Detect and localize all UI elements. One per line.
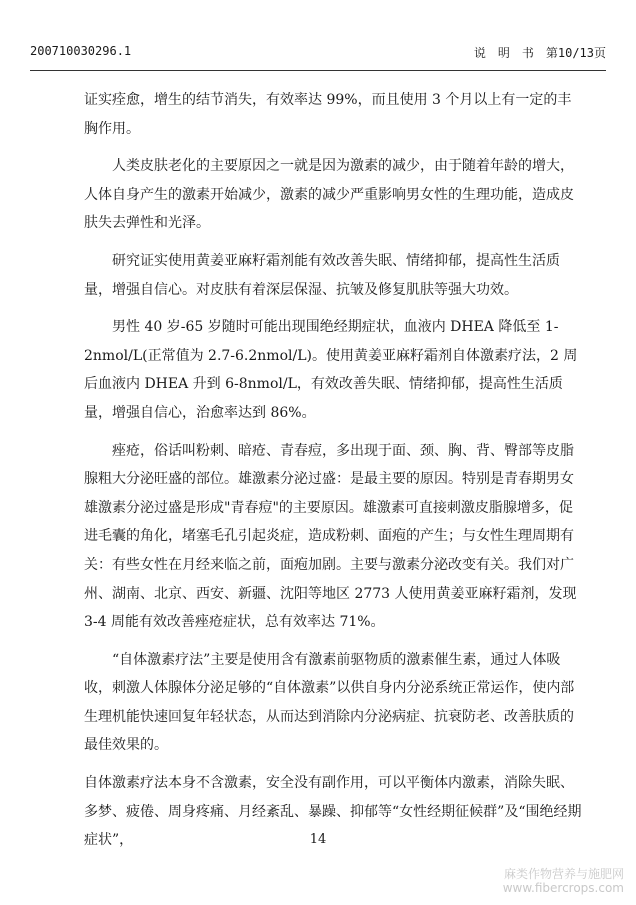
paragraph-6: “自体激素疗法”主要是使用含有激素前驱物质的激素催生素，通过人体吸收，刺激人体腺体分泌足够的“自体激素”以供自身内分泌系统正常运作，使内部生理机能快速回复年轻状态，从而达到消除内分泌病症、抗衰防老、改善肤质的最佳效果的。: [84, 651, 575, 754]
watermark-url: www.fibercrops.com: [502, 881, 624, 895]
paragraph-4: 男性 40 岁-65 岁随时可能出现围绝经期症状，血液内 DHEA 降低至 1-2nmol/L(正常值为 2.7-6.2nmol/L)。使用黄姜亚麻籽霜剂自体激素疗法，2 周后血液内 DHEA 升到 6-8nmol/L，有效改善失眠、情绪抑郁，提高性生活质量，增强自信心，治愈率达到 86%。: [84, 319, 578, 421]
document-body: [84, 86, 584, 864]
header-divider: [30, 70, 606, 71]
page-info: 说 明 书 第10/13页: [473, 46, 606, 60]
paragraph-7: 自体激素疗法本身不含激素，安全没有副作用，可以平衡体内激素，消除失眠、多梦、疲倦、周身疼痛、月经紊乱、暴躁、抑郁等“女性经期征候群”及“围绝经期症状”，: [84, 775, 582, 849]
paragraph-2: 人类皮肤老化的主要原因之一就是因为激素的减少，由于随着年龄的增大，人体自身产生的激素开始减少，激素的减少严重影响男女性的生理功能，造成皮肤失去弹性和光泽。: [84, 158, 574, 232]
watermark-site-name: 麻类作物营养与施肥网: [503, 867, 624, 881]
paragraph-5: 痤疮，俗话叫粉刺、暗疮、青春痘，多出现于面、颈、胸、背、臀部等皮脂腺粗大分泌旺盛的部位。雄激素分泌过盛：是最主要的原因。特别是青春期男女雄激素分泌过盛是形成"青春痘"的主要原因。雄激素可直接刺激皮脂腺增多，促进毛囊的角化，堵塞毛孔引起炎症，造成粉刺、面疱的产生；与女性生理周期有关：有些女性在月经来临之前，面疱加剧。主要与激素分泌改变有关。我们对广州、湖南、北京、西安、新疆、沈阳等地区 2773 人使用黄姜亚麻籽霜剂，发现 3-4 周能有效改善痤疮症状，总有效率达 71%。: [84, 442, 577, 631]
paragraph-3: 研究证实使用黄姜亚麻籽霜剂能有效改善失眠、情绪抑郁，提高性生活质量，增强自信心。对皮肤有着深层保湿、抗皱及修复肌肤等强大功效。: [84, 252, 560, 298]
page-header: [30, 44, 606, 62]
page-number: 14: [309, 832, 327, 847]
document-number: 200710030296.1: [30, 44, 132, 58]
watermark: [503, 867, 624, 895]
paragraph-1: 证实痊愈，增生的结节消失，有效率达 99%，而且使用 3 个月以上有一定的丰胸作用。: [84, 92, 572, 137]
